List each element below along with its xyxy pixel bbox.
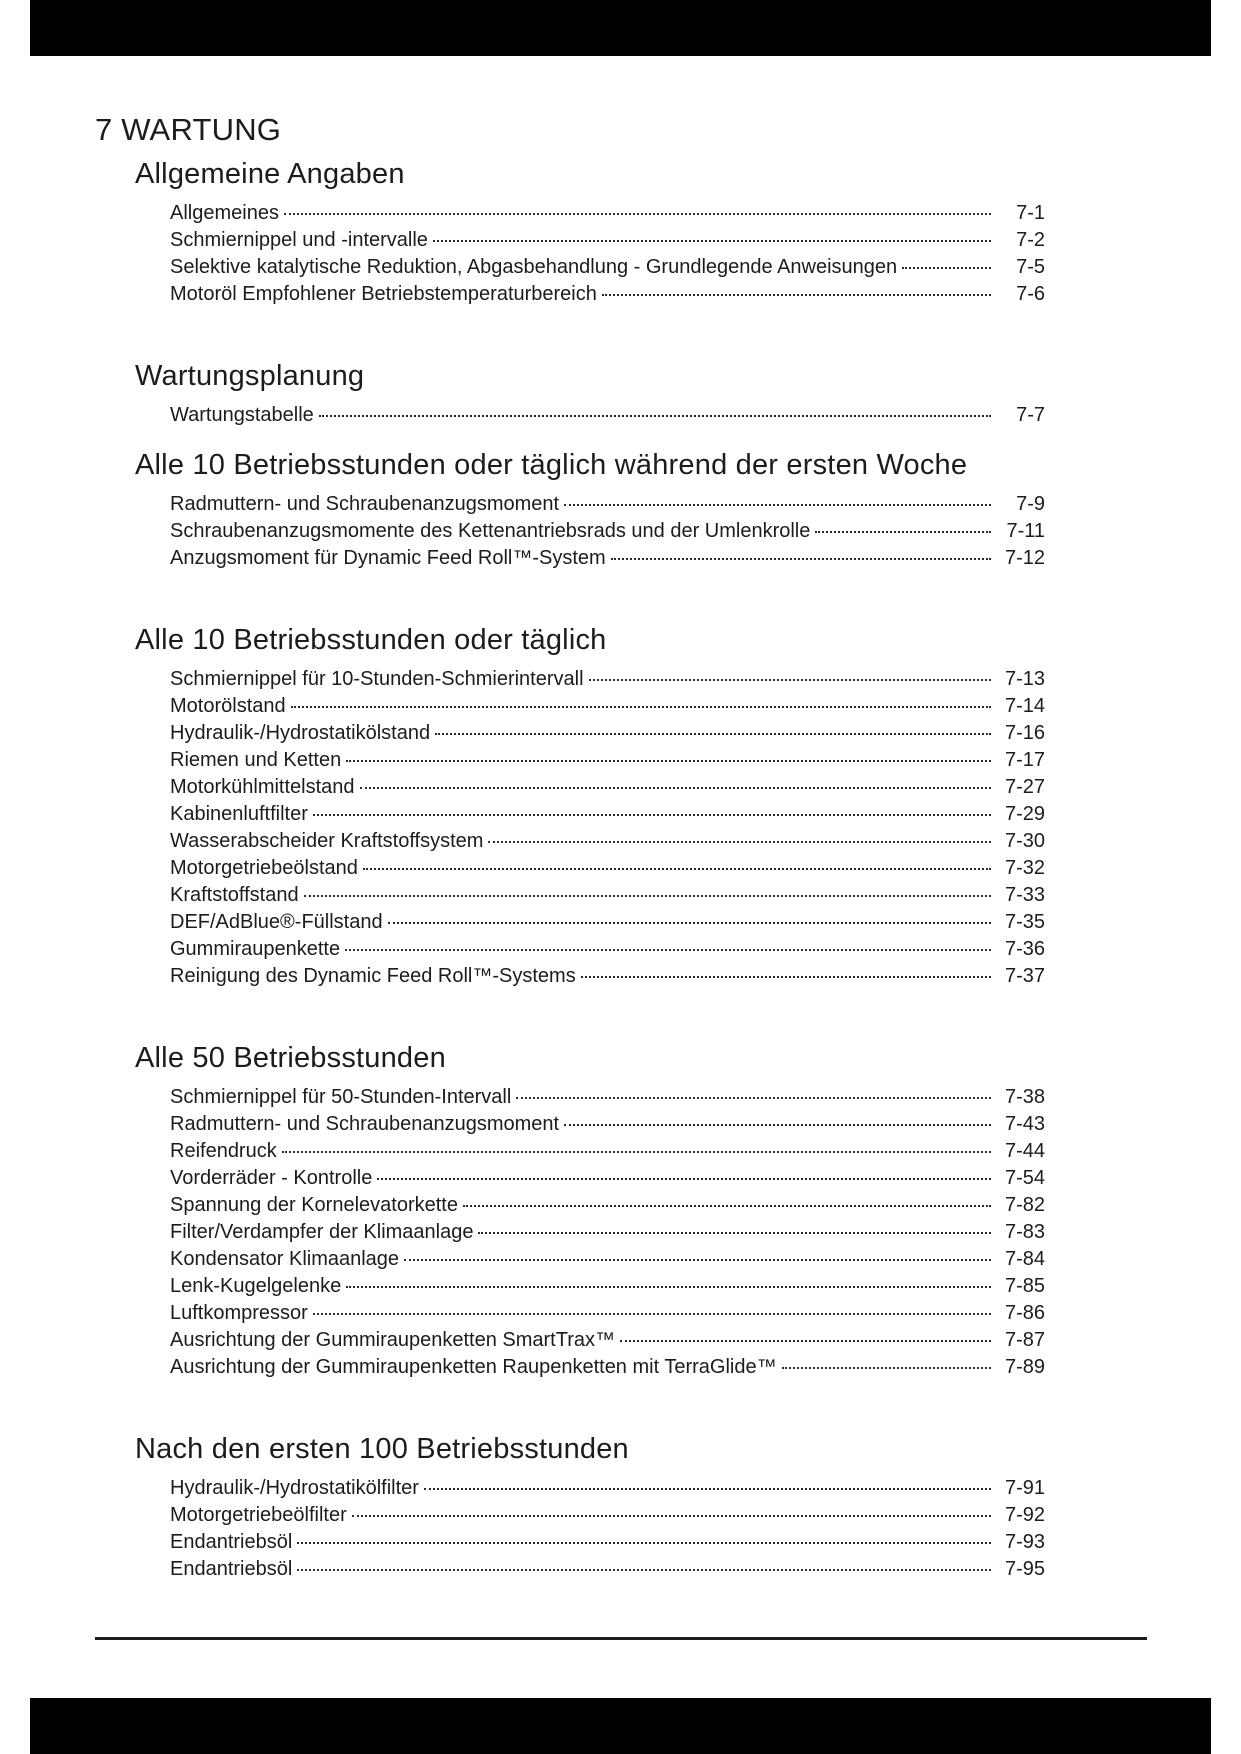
toc-entry-label: Motorkühlmittelstand — [170, 776, 355, 798]
toc-entry-page: 7-29 — [1004, 803, 1045, 825]
toc-entry-label: Reinigung des Dynamic Feed Roll™-Systems — [170, 965, 576, 987]
toc-entry-page: 7-27 — [1004, 776, 1045, 798]
toc-entry — [170, 882, 1045, 909]
toc-entry-page: 7-14 — [1004, 695, 1045, 717]
toc-entry — [170, 720, 1045, 747]
toc-entry-page: 7-89 — [1004, 1356, 1045, 1378]
dot-leader — [363, 868, 991, 870]
toc-entry — [170, 281, 1045, 308]
toc-entry — [170, 855, 1045, 882]
dot-leader — [564, 504, 991, 506]
dot-leader — [782, 1367, 991, 1369]
bottom-black-bar — [30, 1698, 1211, 1754]
toc-sections — [95, 158, 1045, 1583]
toc-entry — [170, 1502, 1045, 1529]
dot-leader — [313, 814, 991, 816]
toc-entry-label: Motorölstand — [170, 695, 286, 717]
toc-entry — [170, 801, 1045, 828]
toc-entry-label: Vorderräder - Kontrolle — [170, 1167, 373, 1189]
chapter-title: 7 WARTUNG — [95, 112, 282, 147]
toc-entry-page: 7-95 — [1004, 1558, 1045, 1580]
toc-entry-label: Spannung der Kornelevatorkette — [170, 1194, 458, 1216]
toc-entry-label: Motorgetriebeölfilter — [170, 1504, 347, 1526]
toc-entry-label: Lenk-Kugelgelenke — [170, 1275, 342, 1297]
toc-entry-label: Ausrichtung der Gummiraupenketten SmartTrax™ — [170, 1329, 615, 1351]
toc-entry-page: 7-44 — [1004, 1140, 1045, 1162]
dot-leader — [282, 1151, 991, 1153]
toc-entry — [170, 1192, 1045, 1219]
toc-entry-page: 7-84 — [1004, 1248, 1045, 1270]
toc-entry — [170, 491, 1045, 518]
dot-leader — [352, 1515, 991, 1517]
toc-entry-label: Luftkompressor — [170, 1302, 308, 1324]
section-entries — [170, 200, 1045, 308]
toc-entry-label: Schraubenanzugsmomente des Kettenantriebsrads und der Umlenkrolle — [170, 520, 811, 542]
toc-entry-page: 7-32 — [1004, 857, 1045, 879]
section-title: Alle 10 Betriebsstunden oder täglich während der ersten Woche — [135, 449, 968, 481]
toc-entry-page: 7-38 — [1004, 1086, 1045, 1108]
dot-leader — [304, 895, 991, 897]
toc-entry-page: 7-1 — [1016, 202, 1045, 224]
toc-entry-page: 7-5 — [1016, 256, 1045, 278]
toc-entry-label: Kraftstoffstand — [170, 884, 299, 906]
dot-leader — [297, 1542, 991, 1544]
toc-entry-label: Hydraulik-/Hydrostatikölstand — [170, 722, 431, 744]
toc-entry-page: 7-43 — [1004, 1113, 1045, 1135]
dot-leader — [313, 1313, 991, 1315]
toc-entry-page: 7-2 — [1016, 229, 1045, 251]
toc-entry-label: Anzugsmoment für Dynamic Feed Roll™-System — [170, 547, 606, 569]
dot-leader — [388, 922, 991, 924]
toc-entry-page: 7-11 — [1006, 520, 1045, 542]
toc-entry-label: Endantriebsöl — [170, 1558, 293, 1580]
toc-entry — [170, 227, 1045, 254]
dot-leader — [435, 733, 991, 735]
dot-leader — [478, 1232, 991, 1234]
toc-entry-page: 7-33 — [1004, 884, 1045, 906]
dot-leader — [346, 1286, 991, 1288]
toc-entry-page: 7-35 — [1004, 911, 1045, 933]
section-title: Wartungsplanung — [135, 360, 365, 392]
toc-entry — [170, 1138, 1045, 1165]
toc-content — [95, 112, 1045, 1583]
toc-entry-label: Ausrichtung der Gummiraupenketten Raupenketten mit TerraGlide™ — [170, 1356, 777, 1378]
toc-section — [95, 1433, 1045, 1583]
toc-entry — [170, 1219, 1045, 1246]
dot-leader — [284, 213, 991, 215]
dot-leader — [404, 1259, 991, 1261]
toc-entry-label: Allgemeines — [170, 202, 279, 224]
toc-entry-page: 7-7 — [1016, 404, 1045, 426]
toc-entry-label: Riemen und Ketten — [170, 749, 342, 771]
toc-entry-page: 7-17 — [1004, 749, 1045, 771]
toc-section — [95, 624, 1045, 990]
dot-leader — [319, 415, 991, 417]
toc-entry-page: 7-91 — [1004, 1477, 1045, 1499]
toc-entry-label: Schmiernippel für 50-Stunden-Intervall — [170, 1086, 512, 1108]
toc-entry-page: 7-12 — [1004, 547, 1045, 569]
toc-entry-page: 7-83 — [1004, 1221, 1045, 1243]
toc-entry-page: 7-93 — [1004, 1531, 1045, 1553]
section-entries — [170, 666, 1045, 990]
toc-entry-page: 7-30 — [1004, 830, 1045, 852]
dot-leader — [377, 1178, 991, 1180]
toc-entry — [170, 666, 1045, 693]
toc-entry-page: 7-36 — [1004, 938, 1045, 960]
dot-leader — [345, 949, 991, 951]
toc-entry — [170, 1327, 1045, 1354]
toc-entry — [170, 1300, 1045, 1327]
dot-leader — [815, 531, 991, 533]
toc-entry-page: 7-6 — [1016, 283, 1045, 305]
section-title: Nach den ersten 100 Betriebsstunden — [135, 1433, 629, 1465]
toc-entry-page: 7-37 — [1004, 965, 1045, 987]
toc-entry-page: 7-85 — [1004, 1275, 1045, 1297]
section-entries — [170, 491, 1045, 572]
dot-leader — [516, 1097, 991, 1099]
toc-entry-label: Wartungstabelle — [170, 404, 314, 426]
toc-section — [95, 158, 1045, 308]
toc-entry-label: Kondensator Klimaanlage — [170, 1248, 400, 1270]
toc-section — [95, 360, 1045, 429]
footer-divider — [95, 1637, 1147, 1640]
toc-entry — [170, 1084, 1045, 1111]
toc-entry-page: 7-92 — [1004, 1504, 1045, 1526]
dot-leader — [291, 706, 991, 708]
toc-entry — [170, 254, 1045, 281]
toc-entry-page: 7-86 — [1004, 1302, 1045, 1324]
toc-entry-page: 7-54 — [1004, 1167, 1045, 1189]
toc-entry-label: Endantriebsöl — [170, 1531, 293, 1553]
dot-leader — [360, 787, 991, 789]
toc-entry — [170, 1475, 1045, 1502]
section-entries — [170, 1084, 1045, 1381]
dot-leader — [346, 760, 991, 762]
dot-leader — [433, 240, 991, 242]
toc-entry — [170, 200, 1045, 227]
section-entries — [170, 402, 1045, 429]
toc-entry — [170, 1111, 1045, 1138]
top-black-bar — [30, 0, 1211, 56]
toc-entry — [170, 402, 1045, 429]
toc-entry-label: Schmiernippel für 10-Stunden-Schmierintervall — [170, 668, 584, 690]
toc-entry-label: Gummiraupenkette — [170, 938, 341, 960]
toc-entry-page: 7-16 — [1004, 722, 1045, 744]
toc-entry — [170, 518, 1045, 545]
toc-entry-page: 7-87 — [1004, 1329, 1045, 1351]
toc-entry — [170, 1273, 1045, 1300]
dot-leader — [488, 841, 991, 843]
section-title: Allgemeine Angaben — [135, 158, 405, 190]
toc-entry — [170, 747, 1045, 774]
toc-entry — [170, 545, 1045, 572]
dot-leader — [564, 1124, 991, 1126]
dot-leader — [581, 976, 991, 978]
toc-entry — [170, 1556, 1045, 1583]
toc-entry — [170, 936, 1045, 963]
toc-section — [95, 449, 1045, 572]
toc-entry-page: 7-9 — [1016, 493, 1045, 515]
toc-entry — [170, 909, 1045, 936]
toc-entry-label: Radmuttern- und Schraubenanzugsmoment — [170, 493, 560, 515]
dot-leader — [611, 558, 991, 560]
toc-entry-label: Motorgetriebeölstand — [170, 857, 358, 879]
toc-entry-label: Kabinenluftfilter — [170, 803, 308, 825]
dot-leader — [297, 1569, 991, 1571]
dot-leader — [602, 294, 991, 296]
toc-entry — [170, 963, 1045, 990]
toc-entry — [170, 774, 1045, 801]
toc-entry-label: Schmiernippel und -intervalle — [170, 229, 428, 251]
section-title: Alle 50 Betriebsstunden — [135, 1042, 446, 1074]
toc-entry — [170, 1246, 1045, 1273]
toc-entry — [170, 828, 1045, 855]
dot-leader — [424, 1488, 991, 1490]
dot-leader — [589, 679, 991, 681]
toc-entry-label: Radmuttern- und Schraubenanzugsmoment — [170, 1113, 560, 1135]
toc-entry-label: Wasserabscheider Kraftstoffsystem — [170, 830, 484, 852]
section-title: Alle 10 Betriebsstunden oder täglich — [135, 624, 607, 656]
dot-leader — [620, 1340, 991, 1342]
toc-entry — [170, 1354, 1045, 1381]
toc-entry — [170, 1529, 1045, 1556]
toc-section — [95, 1042, 1045, 1381]
toc-entry-label: Filter/Verdampfer der Klimaanlage — [170, 1221, 474, 1243]
toc-entry-label: Motoröl Empfohlener Betriebstemperaturbereich — [170, 283, 597, 305]
toc-entry-label: Selektive katalytische Reduktion, Abgasbehandlung - Grundlegende Anweisungen — [170, 256, 898, 278]
toc-entry-page: 7-82 — [1004, 1194, 1045, 1216]
section-entries — [170, 1475, 1045, 1583]
toc-entry-label: DEF/AdBlue®-Füllstand — [170, 911, 383, 933]
toc-entry-label: Reifendruck — [170, 1140, 277, 1162]
toc-entry-page: 7-13 — [1004, 668, 1045, 690]
toc-entry — [170, 693, 1045, 720]
dot-leader — [463, 1205, 991, 1207]
toc-entry — [170, 1165, 1045, 1192]
toc-entry-label: Hydraulik-/Hydrostatikölfilter — [170, 1477, 419, 1499]
dot-leader — [902, 267, 991, 269]
